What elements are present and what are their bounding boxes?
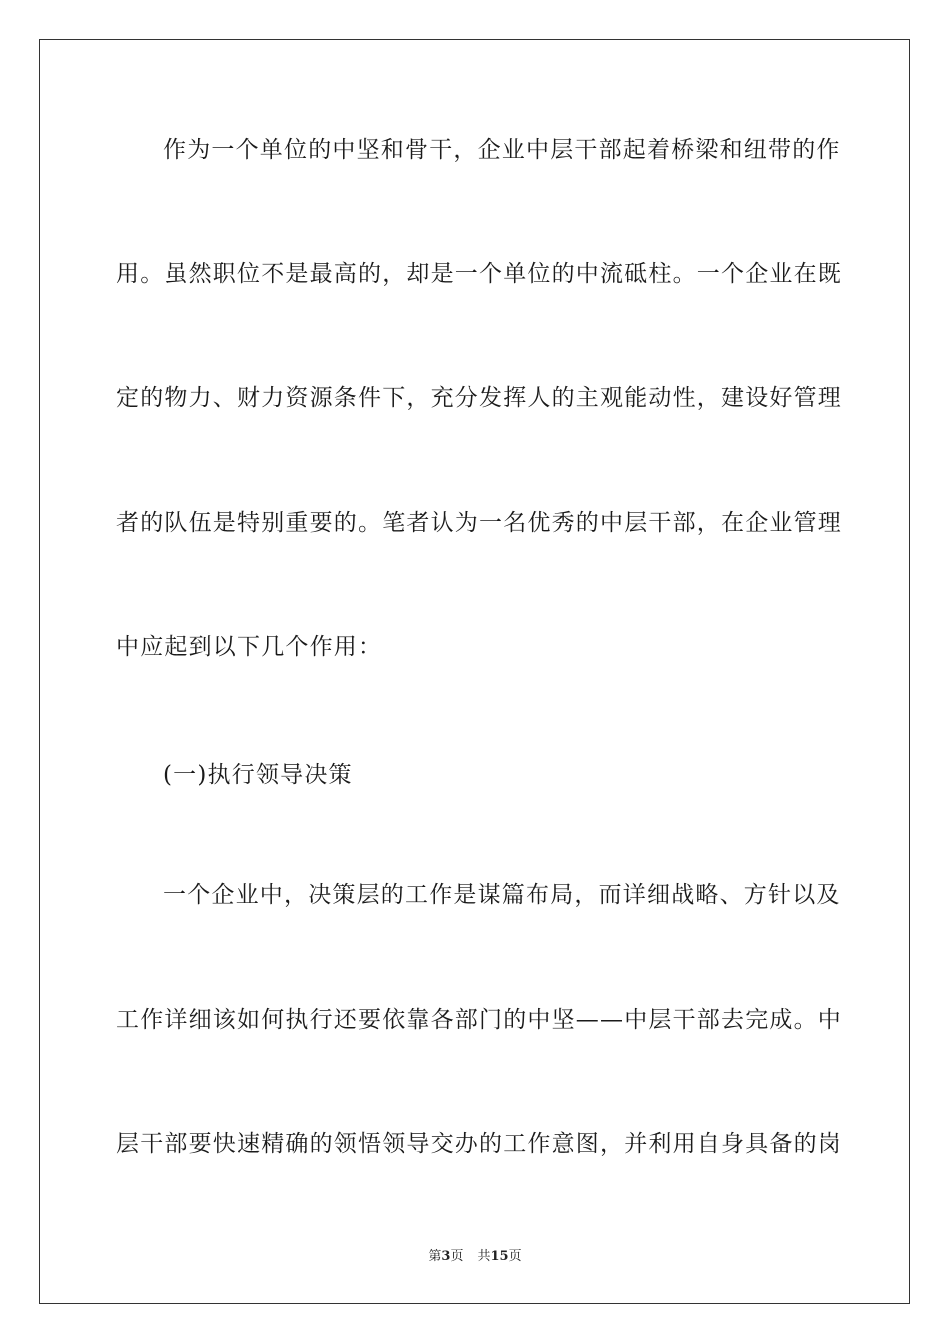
page-number: 3 bbox=[441, 1249, 451, 1264]
paragraph-line: 者的队伍是特别重要的。笔者认为一名优秀的中层干部，在企业管理 bbox=[116, 510, 842, 536]
paragraph-line: 用。虽然职位不是最高的，却是一个单位的中流砥柱。一个企业在既 bbox=[116, 261, 842, 287]
total-suffix: 页 bbox=[508, 1249, 522, 1264]
paragraph-line: 一个企业中，决策层的工作是谋篇布局，而详细战略、方针以及 bbox=[163, 882, 841, 908]
page-footer bbox=[0, 1248, 950, 1266]
page-prefix: 第 bbox=[428, 1249, 442, 1264]
section-heading: (一)执行领导决策 bbox=[163, 762, 353, 788]
page-border bbox=[39, 39, 910, 1304]
paragraph-line: 工作详细该如何执行还要依靠各部门的中坚——中层干部去完成。中 bbox=[116, 1007, 842, 1033]
paragraph-line: 作为一个单位的中坚和骨干，企业中层干部起着桥梁和纽带的作 bbox=[163, 137, 841, 163]
paragraph-line: 定的物力、财力资源条件下，充分发挥人的主观能动性，建设好管理 bbox=[116, 385, 842, 411]
paragraph-line: 层干部要快速精确的领悟领导交办的工作意图，并利用自身具备的岗 bbox=[116, 1131, 842, 1157]
total-pages: 15 bbox=[490, 1249, 509, 1264]
total-prefix: 共 bbox=[477, 1249, 491, 1264]
page-suffix: 页 bbox=[450, 1249, 464, 1264]
paragraph-line: 中应起到以下几个作用： bbox=[116, 634, 383, 660]
